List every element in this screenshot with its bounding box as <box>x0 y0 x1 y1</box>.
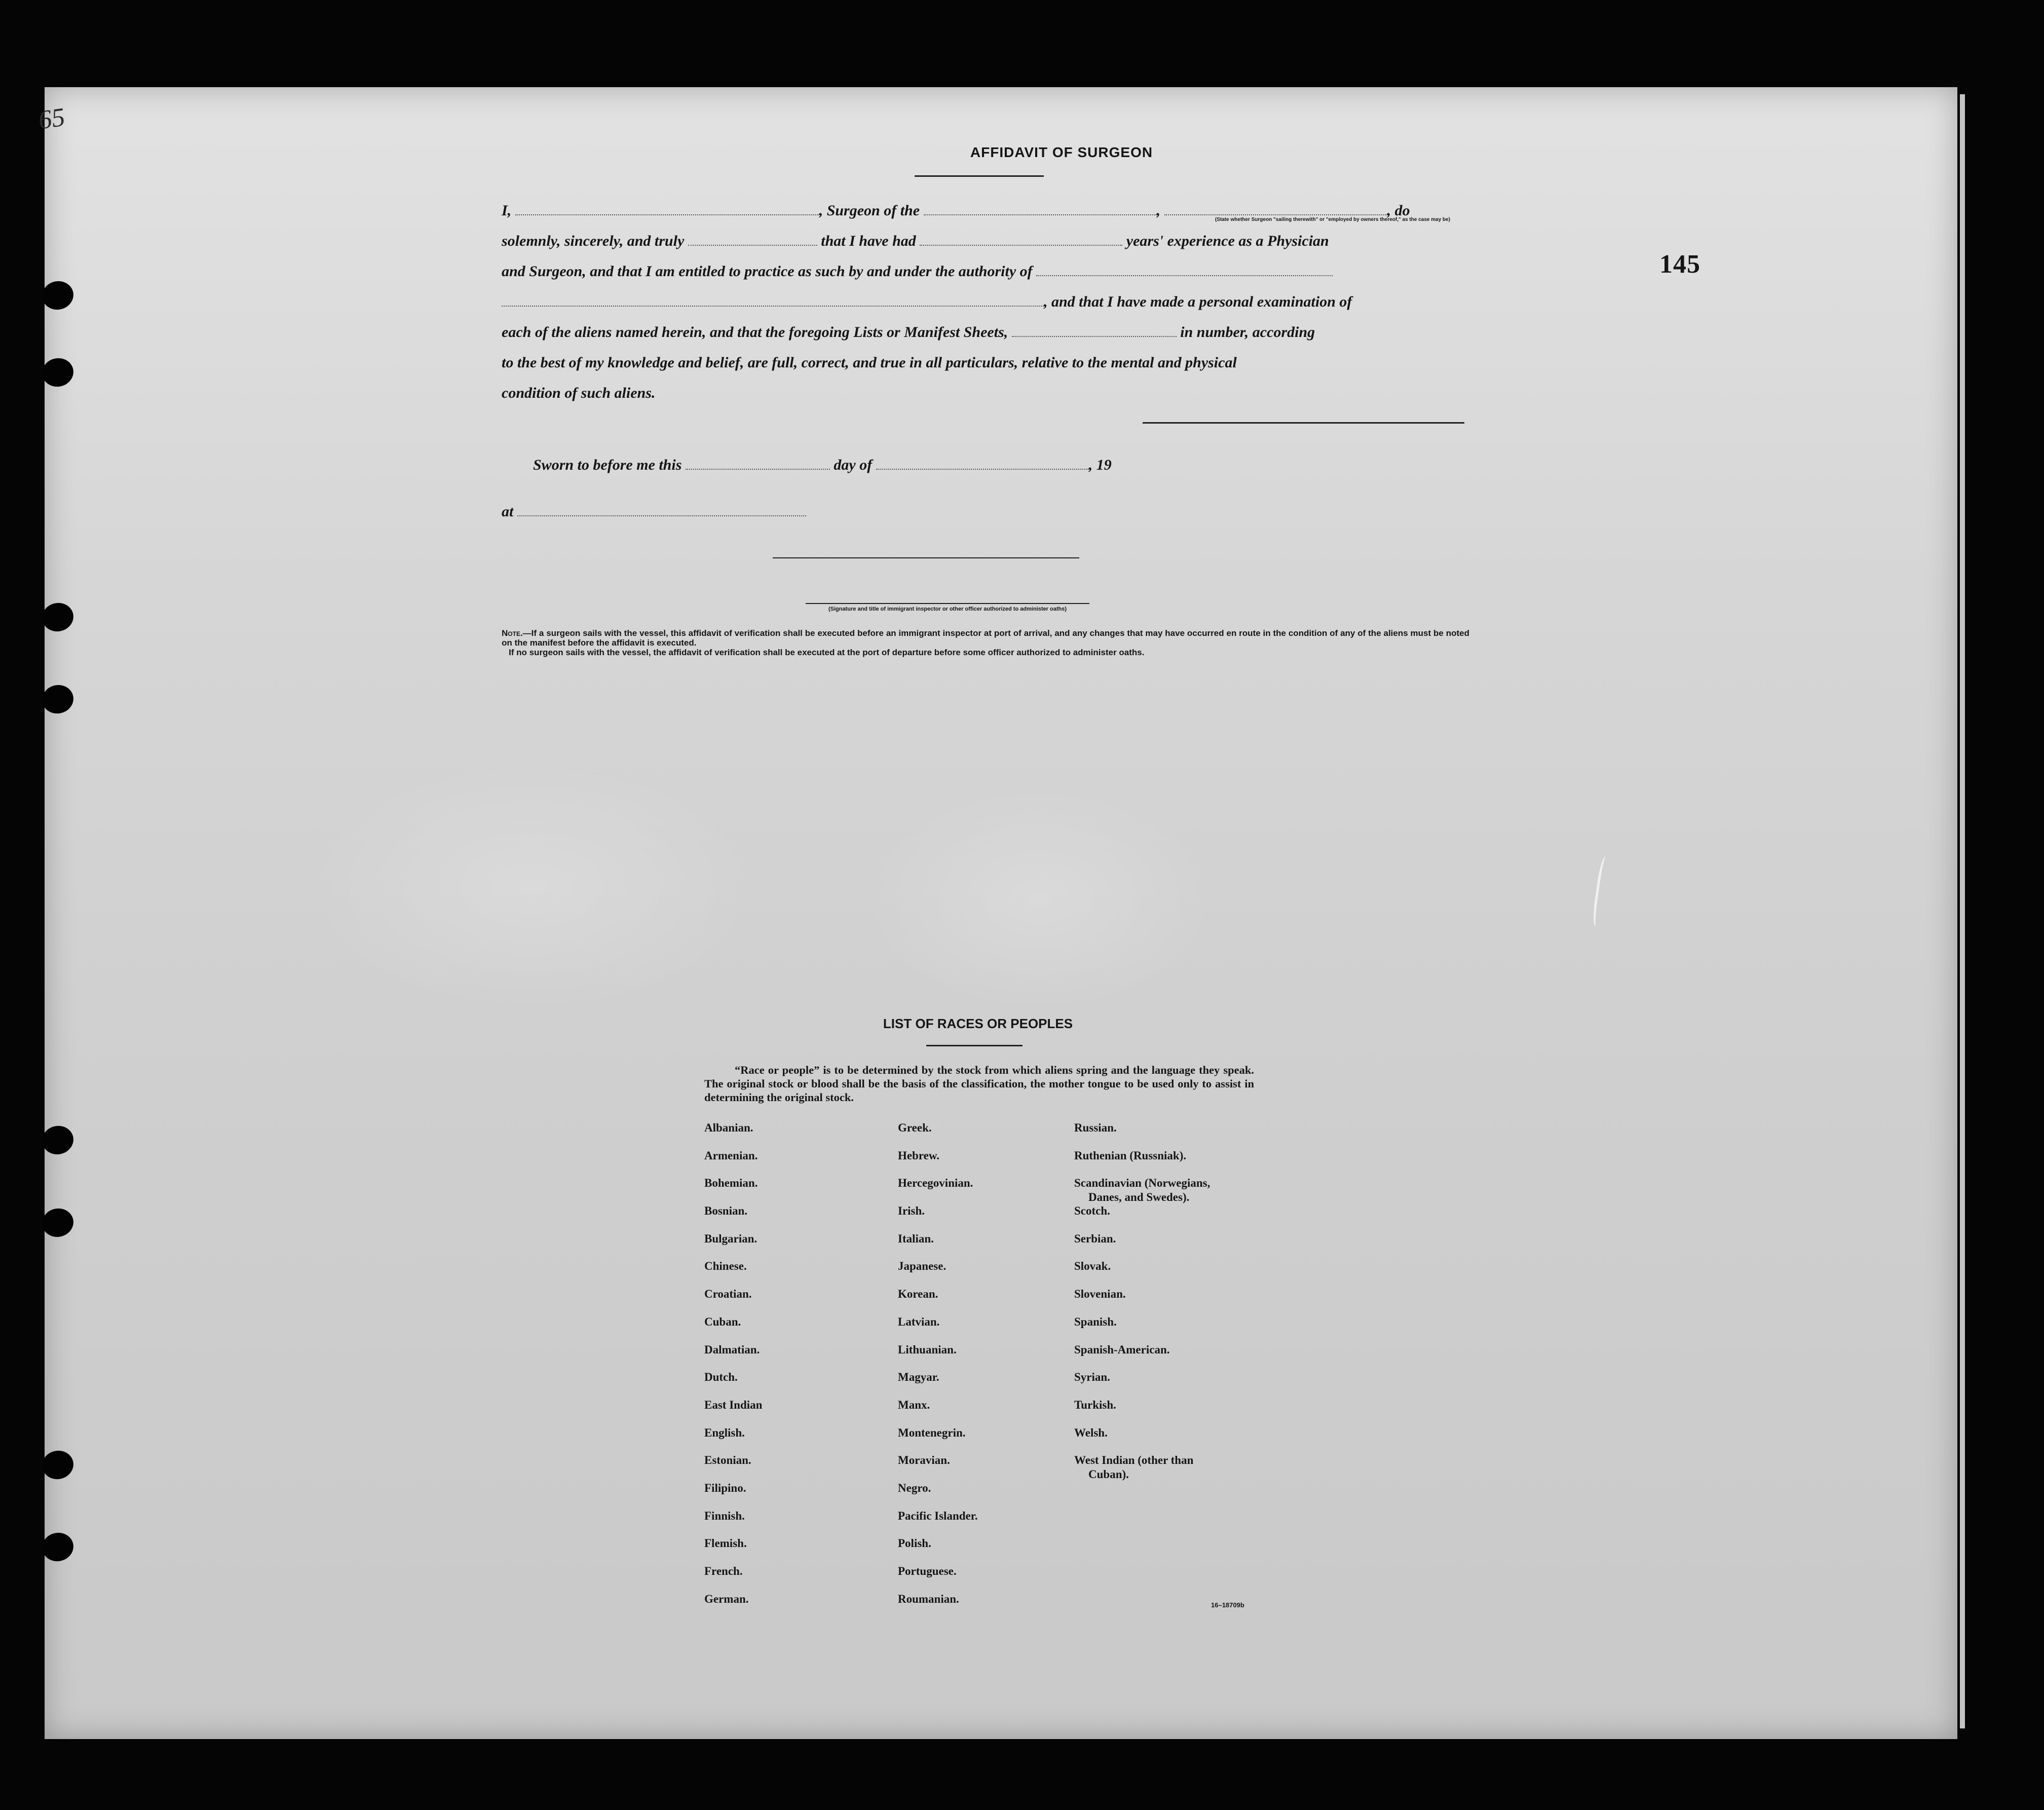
race-entry: Bulgarian. <box>704 1232 758 1245</box>
race-entry: Albanian. <box>704 1121 753 1134</box>
affidavit-text: solemnly, sincerely, and truly <box>502 233 685 249</box>
blank-field <box>688 234 817 246</box>
race-entry: Montenegrin. <box>898 1426 966 1439</box>
affidavit-line <box>502 256 1469 287</box>
races-title: LIST OF RACES OR PEOPLES <box>883 1016 1073 1031</box>
race-entry: Latvian. <box>898 1315 940 1328</box>
note-paragraph <box>502 628 1469 648</box>
race-entry: Flemish. <box>704 1537 747 1550</box>
race-entry: East Indian <box>704 1398 763 1411</box>
race-entry: Manx. <box>898 1398 930 1411</box>
races-title-underline <box>926 1045 1023 1046</box>
race-entry: English. <box>704 1426 745 1439</box>
affidavit-line <box>502 287 1469 317</box>
race-entry: French. <box>704 1565 743 1577</box>
blank-field <box>1012 325 1177 337</box>
note-label: Note. <box>502 628 523 638</box>
paper-stain <box>304 760 760 1013</box>
race-entry: Scandinavian (Norwegians, <box>1074 1177 1210 1190</box>
race-entry: Bosnian. <box>704 1204 748 1218</box>
race-entry: Estonian. <box>704 1454 751 1467</box>
affidavit-text: at <box>502 503 514 520</box>
race-entry: Russian. <box>1074 1121 1117 1134</box>
affidavit-text: , <box>1156 202 1161 219</box>
race-entry: Armenian. <box>704 1149 758 1162</box>
form-code: 16–18709b <box>1211 1601 1244 1609</box>
race-entry: Turkish. <box>1074 1398 1116 1411</box>
paper-stain <box>861 785 1216 1013</box>
race-entry: Irish. <box>898 1204 925 1218</box>
blank-field <box>876 458 1089 470</box>
note-block <box>502 628 1469 657</box>
inspector-signature-line <box>773 557 1079 558</box>
race-entry: Filipino. <box>704 1481 746 1494</box>
page-number: 145 <box>1659 250 1700 279</box>
caption-rule <box>806 603 1089 604</box>
affidavit-text: years' experience as a Physician <box>1126 233 1329 249</box>
affidavit-line <box>502 196 1469 226</box>
affidavit-title: AFFIDAVIT OF SURGEON <box>970 144 1153 160</box>
margin-handwriting: 65 <box>36 102 67 135</box>
title-underline <box>915 175 1044 177</box>
blank-field <box>1036 264 1333 276</box>
affidavit-body <box>502 196 1469 408</box>
note-paragraph: If no surgeon sails with the vessel, the affidavit of verification shall be executed at the port of departure before some officer authorized to administer oaths. <box>509 648 1145 657</box>
affidavit-text: I, <box>502 202 512 219</box>
race-entry: Hebrew. <box>898 1149 939 1162</box>
race-entry: Welsh. <box>1074 1426 1108 1439</box>
at-line <box>502 497 1469 527</box>
race-entry: German. <box>704 1592 749 1605</box>
signature-caption: (Signature and title of immigrant inspector or other officer authorized to administer oaths) <box>828 606 1067 612</box>
race-entry: Negro. <box>898 1481 931 1494</box>
affidavit-text: Sworn to before me this <box>533 457 682 473</box>
race-entry: Roumanian. <box>898 1592 959 1605</box>
race-entry: Croatian. <box>704 1288 752 1301</box>
field-note: (State whether Surgeon "sailing therewith" or "employed by owners thereof," as the case may be) <box>1215 217 1451 222</box>
race-entry: West Indian (other than <box>1074 1454 1194 1467</box>
race-entry: Spanish. <box>1074 1315 1117 1328</box>
blank-field <box>686 458 830 470</box>
sworn-line <box>502 450 1469 480</box>
note-text: —If a surgeon sails with the vessel, this affidavit of verification shall be executed before an immigrant inspector at port of arrival, and any changes that may have occurred en route in the condition of any of the aliens must be noted on the manifest before the affidavit is executed. <box>502 628 1469 648</box>
blank-field <box>515 203 819 215</box>
race-entry: Hercegovinian. <box>898 1177 973 1190</box>
race-entry: Scotch. <box>1074 1204 1110 1218</box>
race-entry: Slovak. <box>1074 1260 1111 1273</box>
race-entry: Finnish. <box>704 1509 745 1522</box>
race-entry: Ruthenian (Russniak). <box>1074 1149 1187 1162</box>
race-entry: Polish. <box>898 1537 931 1550</box>
race-entry: Lithuanian. <box>898 1343 957 1356</box>
races-intro <box>704 1063 1254 1104</box>
race-entry: Italian. <box>898 1232 934 1245</box>
blank-field <box>920 234 1122 246</box>
surgeon-signature-line <box>1143 422 1464 424</box>
race-entry: Slovenian. <box>1074 1288 1126 1301</box>
race-entry: Chinese. <box>704 1260 747 1273</box>
race-entry: Serbian. <box>1074 1232 1116 1245</box>
page-edge <box>1960 94 1965 1728</box>
race-entry: Dalmatian. <box>704 1343 760 1356</box>
affidavit-line: condition of such aliens. <box>502 385 656 401</box>
affidavit-text: , and that I have made a personal examination of <box>1044 293 1352 310</box>
intro-text: “Race or people” is to be determined by the stock from which aliens spring and the language they speak. The original stock or blood shall be the basis of the classification, the mother tongue to be used only to assist in determining the original stock. <box>704 1064 1254 1104</box>
affidavit-text: and Surgeon, and that I am entitled to practice as such by and under the authority of <box>502 263 1033 280</box>
race-entry: Portuguese. <box>898 1565 957 1577</box>
affidavit-text: , Surgeon of the <box>819 202 920 219</box>
race-entry: Bohemian. <box>704 1177 758 1190</box>
affidavit-line <box>502 226 1469 256</box>
race-entry: Dutch. <box>704 1371 738 1384</box>
blank-field <box>1164 203 1387 215</box>
race-entry: Cuban). <box>1088 1467 1129 1481</box>
blank-field <box>924 203 1157 215</box>
affidavit-line <box>502 497 1469 527</box>
race-entry: Moravian. <box>898 1454 950 1467</box>
race-entry: Danes, and Swedes). <box>1088 1191 1190 1204</box>
blank-field <box>517 504 806 516</box>
affidavit-text: that I have had <box>821 233 916 249</box>
race-entry: Greek. <box>898 1121 932 1134</box>
affidavit-text: in number, according <box>1180 324 1315 341</box>
affidavit-text: day of <box>834 457 873 473</box>
race-entry: Magyar. <box>898 1371 939 1384</box>
affidavit-line <box>502 317 1469 348</box>
affidavit-line <box>502 450 1469 480</box>
races-column-2 <box>898 1121 978 1619</box>
race-entry: Pacific Islander. <box>898 1509 978 1522</box>
race-entry: Spanish-American. <box>1074 1343 1170 1356</box>
affidavit-text: , 19 <box>1088 457 1112 473</box>
race-entry: Korean. <box>898 1288 938 1301</box>
affidavit-line: to the best of my knowledge and belief, are full, correct, and true in all particulars, relative to the mental and physical <box>502 354 1237 371</box>
race-entry: Cuban. <box>704 1315 741 1328</box>
affidavit-text: , do <box>1387 202 1410 219</box>
blank-field <box>502 294 1044 307</box>
affidavit-text: each of the aliens named herein, and that the foregoing Lists or Manifest Sheets, <box>502 324 1008 341</box>
race-entry: Syrian. <box>1074 1371 1110 1384</box>
races-column-1 <box>704 1121 762 1619</box>
races-column-3 <box>1074 1121 1210 1481</box>
race-entry: Japanese. <box>898 1260 947 1273</box>
